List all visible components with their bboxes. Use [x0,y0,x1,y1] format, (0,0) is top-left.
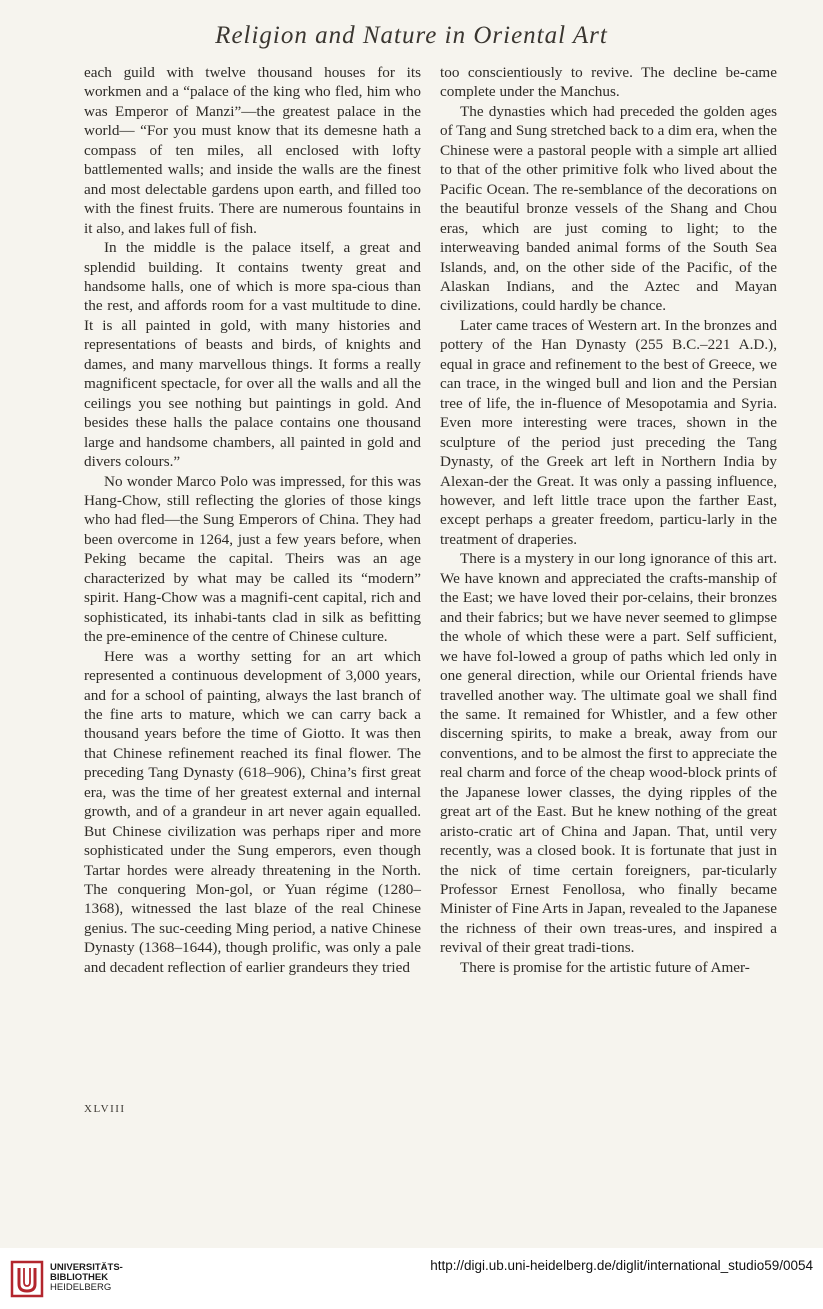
ub-heidelberg-logo-icon[interactable] [10,1260,44,1298]
library-name-line: HEIDELBERG [50,1282,112,1293]
paragraph: each guild with twelve thousand houses for its workmen and a “palace of the king who fled, him who was Emperor of Manzi”—the greatest palace in the world— “For you must know that its demesne hath a compass of ten miles, all enclosed with lofty battlemented walls; and inside the walls are the finest and most delectable gardens upon earth, and filled too with the finest fruits. There are numerous fountains in it also, and lakes full of fish. [84,64,421,237]
source-url-link[interactable]: http://digi.ub.uni-heidelberg.de/diglit/international_studio59/0054 [430,1258,813,1273]
paragraph: too conscientiously to revive. The decline be-came complete under the Manchus. [440,64,777,101]
library-name-line: BIBLIOTHEK [50,1272,109,1283]
paragraph: Here was a worthy setting for an art which represented a continuous development of 3,000 years, and for a school of painting, always the last branch of the fine arts to mature, which we can carry back a thousand years before the time of Giotto. It was then that Chinese refinement reached its final flower. The preceding Tang Dynasty (618–906), China’s first great era, was the time of her greatest external and internal growth, and of a grandeur in art never again equalled. But Chinese civilization was perhaps riper and more sophisticated under the Sung emperors, even though Tartar hordes were already threatening in the North. The conquering Mon-gol, or Yuan régime (1280–1368), witnessed the last blaze of the real Chinese genius. The suc-ceeding Ming period, a native Chinese Dynasty (1368–1644), though prolific, was only a pale and decadent reflection of earlier grandeurs they tried [84,647,421,976]
page-number: XLVIII [84,1103,126,1115]
paragraph: The dynasties which had preceded the golden ages of Tang and Sung stretched back to a dim era, when the Chinese were a pastoral people with a simple art allied to that of the other primitive folk who lived about the Pacific Ocean. The re-semblance of the decorations on the beautiful bronze vessels of the Shang and Chou eras, which are just coming to light; to the interweaving banded animal forms of the South Sea Islands, and, on the other side of the Pacific, of the Alaskan Indians, and the Aztec and Mayan civilizations, could hardly be chance. [440,102,777,315]
paragraph: There is a mystery in our long ignorance of this art. We have known and appreciated the crafts-manship of the East; we have loved their por-celains, their bronzes and their fabrics; but we have never seemed to glimpse the whole of which these were a part. Self sufficient, we have fol-lowed a group of paths which led only in one general direction, while our Oriental friends have travelled another way. The ultimate goal we shall find the same. It remained for Whistler, and a few other discerning spirits, to make a break, away from our conventions, and to be almost the first to appreciate the real charm and force of the cheap wood-block prints of the Japanese lower classes, the dying ripples of the great art of the East. But he knew nothing of the great aristo-cratic art of China and Japan. That, until very recently, was a closed book. It is fortunate that just in the nick of time certain foreigners, par-ticularly Professor Ernest Fenollosa, who finally became Minister of Fine Arts in Japan, revealed to the Japanese the richness of their own treas-ures, and inspired a revival of their great tradi-tions. [440,550,777,957]
paragraph: Later came traces of Western art. In the bronzes and pottery of the Han Dynasty (255 B.C.–221 A.D.), equal in grace and refinement to the best of Greece, we can trace, in the winged bull and lion and the Persian tree of life, the in-fluence of Mesopotamia and Syria. Even more interesting were traces, shown in the sculpture of the period just preceding the Tang Dynasty, of the Greek art left in Northern India by Alexan-der the Great. It was only a passing influence, however, and left little trace upon the farther East, except perhaps a greater freedom, particu-larly in the treatment of draperies. [440,316,777,548]
left-column [84,63,421,977]
paragraph: There is promise for the artistic future of Amer- [460,958,750,976]
paragraph: In the middle is the palace itself, a great and splendid building. It contains twenty great and handsome halls, one of which is more spa-cious than the rest, and affords room for a vast multitude to dine. It is all painted in gold, with many histories and representations of beasts and birds, of knights and dames, and many marvellous things. It forms a really magnificent spectacle, for over all the walls and all the ceilings you see nothing but paintings in gold. And besides these halls the palace contains one thousand large and handsome chambers, all painted in gold and divers colours.” [84,239,421,471]
paragraph: No wonder Marco Polo was impressed, for this was Hang-Chow, still reflecting the glories of those kings who had fled—the Sung Emperors of China. They had been overcome in 1264, just a few years before, when Peking became the capital. Theirs was an age characterized by what may be called its “modern” spirit. Hang-Chow was a magnifi-cent capital, rich and sophisticated, its inhabi-tants clad in silk as befitting the pre-eminence of the centre of Chinese culture. [84,472,421,646]
running-head: Religion and Nature in Oriental Art [215,22,608,49]
digitization-footer [0,1248,823,1309]
right-column [440,63,777,977]
library-name-line: UNIVERSITÄTS- [50,1262,123,1273]
library-name[interactable] [50,1263,123,1293]
